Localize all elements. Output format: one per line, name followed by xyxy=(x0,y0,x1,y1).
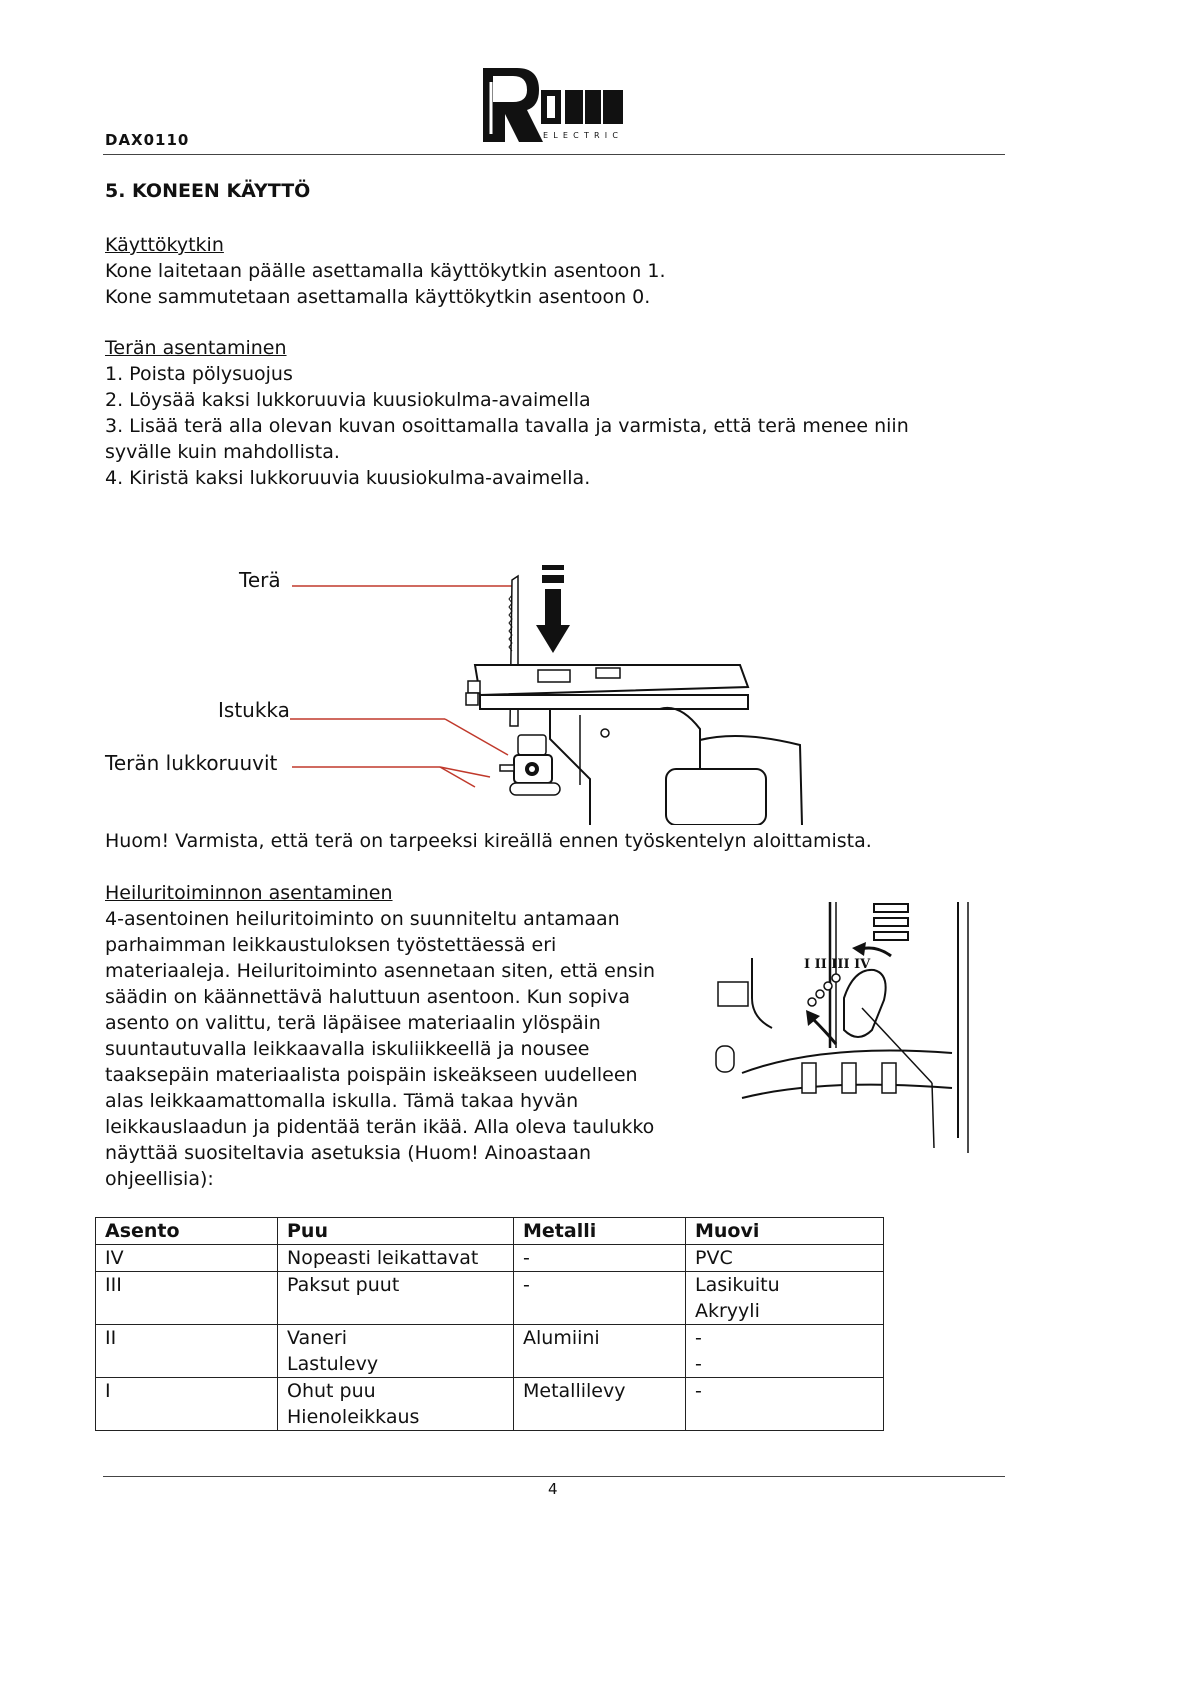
plate-knob-1 xyxy=(468,681,480,693)
arrow-shaft xyxy=(545,589,561,627)
cell-metal xyxy=(514,1325,686,1378)
cell-text: Ohut puu xyxy=(287,1380,376,1402)
cell-plastic xyxy=(686,1378,884,1431)
cell-text: - xyxy=(695,1327,702,1349)
arrow-dash-2 xyxy=(542,575,564,583)
table-header-row xyxy=(96,1218,884,1245)
cell-text: Paksut puut xyxy=(287,1274,400,1296)
dial-marks: I II III IV xyxy=(804,957,871,972)
model-code: DAX0110 xyxy=(105,131,190,149)
cell-plastic xyxy=(686,1245,884,1272)
arrow-dash-1 xyxy=(542,565,564,570)
chuck-body xyxy=(518,735,546,755)
cell-text: Lasikuitu xyxy=(695,1274,780,1296)
cell-text: III xyxy=(105,1274,122,1296)
header-wood: Puu xyxy=(278,1218,514,1245)
header-metal: Metalli xyxy=(514,1218,686,1245)
footer-rule xyxy=(103,1476,1005,1477)
cell-text: Nopeasti leikattavat xyxy=(287,1247,479,1269)
cell-text: Vaneri xyxy=(287,1327,347,1349)
cell-position xyxy=(96,1272,278,1325)
header-plastic: Muovi xyxy=(686,1218,884,1245)
cell-position xyxy=(96,1325,278,1378)
pendulum-line-10: näyttää suositeltavia asetuksia (Huom! Ainoastaan xyxy=(105,1142,591,1164)
pendulum-heading: Heiluritoiminnon asentaminen xyxy=(105,882,393,904)
cell-text: Hienoleikkaus xyxy=(287,1406,420,1428)
blade-step-1: 1. Poista pölysuojus xyxy=(105,363,293,385)
header-rule xyxy=(103,154,1005,155)
blade-step-3-cont: syvälle kuin mahdollista. xyxy=(105,441,340,463)
chuck-screw-center xyxy=(529,766,535,772)
cell-plastic xyxy=(686,1325,884,1378)
pendulum-section xyxy=(105,880,655,1192)
blade-step-2: 2. Löysää kaksi lukkoruuvia kuusiokulma-avaimella xyxy=(105,389,591,411)
logo-t-block xyxy=(565,90,583,124)
logo-o-hole xyxy=(547,96,555,118)
cell-position xyxy=(96,1245,278,1272)
logo-c-block xyxy=(603,90,623,124)
arrow-up-head xyxy=(852,942,866,956)
cell-text: - xyxy=(523,1274,530,1296)
label-lock-screws: Terän lukkoruuvit xyxy=(105,751,278,775)
blade-install-section xyxy=(105,335,909,491)
table-row xyxy=(96,1378,884,1431)
label-chuck: Istukka xyxy=(218,698,290,722)
dial-dot-3 xyxy=(816,990,824,998)
vent-1 xyxy=(874,904,908,912)
lock-screw-1 xyxy=(500,765,514,771)
cell-text: - xyxy=(695,1380,702,1402)
pendulum-line-5: asento on valittu, terä läpäisee materiaalin ylöspäin xyxy=(105,1012,601,1034)
page-number: 4 xyxy=(548,1480,558,1498)
plate-knob-2 xyxy=(466,693,478,705)
leader-chuck-2 xyxy=(445,719,508,755)
side-bracket xyxy=(718,982,748,1006)
dial-dot-4 xyxy=(808,998,816,1006)
logo-r-inner xyxy=(493,76,527,102)
tension-note: Huom! Varmista, että terä on tarpeeksi kireällä ennen työskentelyn aloittamista. xyxy=(105,830,872,852)
cell-metal xyxy=(514,1245,686,1272)
cell-text: II xyxy=(105,1327,117,1349)
table-row xyxy=(96,1245,884,1272)
cell-wood xyxy=(278,1245,514,1272)
handle-curve xyxy=(752,958,772,1028)
cell-text: - xyxy=(523,1247,530,1269)
cell-text: Alumiini xyxy=(523,1327,600,1349)
cell-metal xyxy=(514,1272,686,1325)
pendulum-line-2: parhaimman leikkaustuloksen työstettäessä eri xyxy=(105,934,557,956)
cell-wood xyxy=(278,1272,514,1325)
arrow-down-curve xyxy=(812,1018,836,1044)
cell-text: Akryyli xyxy=(695,1300,760,1322)
rotec-logo xyxy=(475,62,635,148)
pendulum-line-1: 4-asentoinen heiluritoiminto on suunniteltu antamaan xyxy=(105,908,620,930)
logo-subtitle: ELECTRIC xyxy=(543,131,624,140)
logo-e-block xyxy=(585,90,601,124)
lever-pointer-2 xyxy=(932,1083,934,1148)
cell-wood xyxy=(278,1325,514,1378)
label-blade: Terä xyxy=(239,568,281,592)
pendulum-settings-table xyxy=(95,1217,884,1431)
pendulum-line-3: materiaaleja. Heiluritoiminto asennetaan siten, että ensin xyxy=(105,960,656,982)
cell-plastic xyxy=(686,1272,884,1325)
table-row xyxy=(96,1325,884,1378)
plate-slot-2 xyxy=(596,668,620,678)
blade-install-illustration xyxy=(280,555,820,825)
switch-line-2: Kone sammutetaan asettamalla käyttökytkin asentoon 0. xyxy=(105,286,651,308)
blade-step-4: 4. Kiristä kaksi lukkoruuvia kuusiokulma-avaimella. xyxy=(105,467,591,489)
cell-wood xyxy=(278,1378,514,1431)
dial-dot-2 xyxy=(824,982,832,990)
chuck-roller xyxy=(510,783,560,795)
cell-text: - xyxy=(695,1353,702,1375)
cell-text: Metallilevy xyxy=(523,1380,626,1402)
blade-install-heading: Terän asentaminen xyxy=(105,337,287,359)
section-title: 5. KONEEN KÄYTTÖ xyxy=(105,180,311,202)
base-plate-edge xyxy=(480,695,748,709)
arrow-head xyxy=(536,625,570,653)
cell-text: I xyxy=(105,1380,111,1402)
pendulum-line-11: ohjeellisia): xyxy=(105,1168,214,1190)
cell-metal xyxy=(514,1378,686,1431)
motor-housing xyxy=(666,769,766,825)
body-screw xyxy=(601,729,609,737)
switch-heading: Käyttökytkin xyxy=(105,234,224,256)
cell-text: IV xyxy=(105,1247,124,1269)
pendulum-line-9: leikkauslaadun ja pidentää terän ikää. Alla oleva taulukko xyxy=(105,1116,655,1138)
cell-position xyxy=(96,1378,278,1431)
pendulum-line-7: taaksepäin materiaalista poispäin iskeäkseen uudelleen xyxy=(105,1064,638,1086)
base-slot-2 xyxy=(842,1063,856,1093)
cell-text: PVC xyxy=(695,1247,733,1269)
side-knob xyxy=(716,1046,734,1072)
pendulum-illustration xyxy=(712,898,984,1153)
base-slot-1 xyxy=(802,1063,816,1093)
header-position: Asento xyxy=(96,1218,278,1245)
plate-slot-1 xyxy=(538,670,570,682)
switch-section xyxy=(105,232,666,310)
pendulum-line-6: suuntautuvalla leikkaavalla iskuliikkeellä ja nousee xyxy=(105,1038,590,1060)
blade-step-3: 3. Lisää terä alla olevan kuvan osoittamalla tavalla ja varmista, että terä menee niin xyxy=(105,415,909,437)
switch-line-1: Kone laitetaan päälle asettamalla käyttökytkin asentoon 1. xyxy=(105,260,666,282)
vent-3 xyxy=(874,932,908,940)
base-slot-3 xyxy=(882,1063,896,1093)
table-row xyxy=(96,1272,884,1325)
pendulum-line-4: säädin on käännettävä haluttuun asentoon. Kun sopiva xyxy=(105,986,631,1008)
lever-pointer xyxy=(862,1008,932,1083)
dial-dot-1 xyxy=(832,974,840,982)
vent-2 xyxy=(874,918,908,926)
cell-text: Lastulevy xyxy=(287,1353,379,1375)
pendulum-line-8: alas leikkaamattomalla iskulla. Tämä takaa hyvän xyxy=(105,1090,579,1112)
body-front xyxy=(550,709,590,825)
